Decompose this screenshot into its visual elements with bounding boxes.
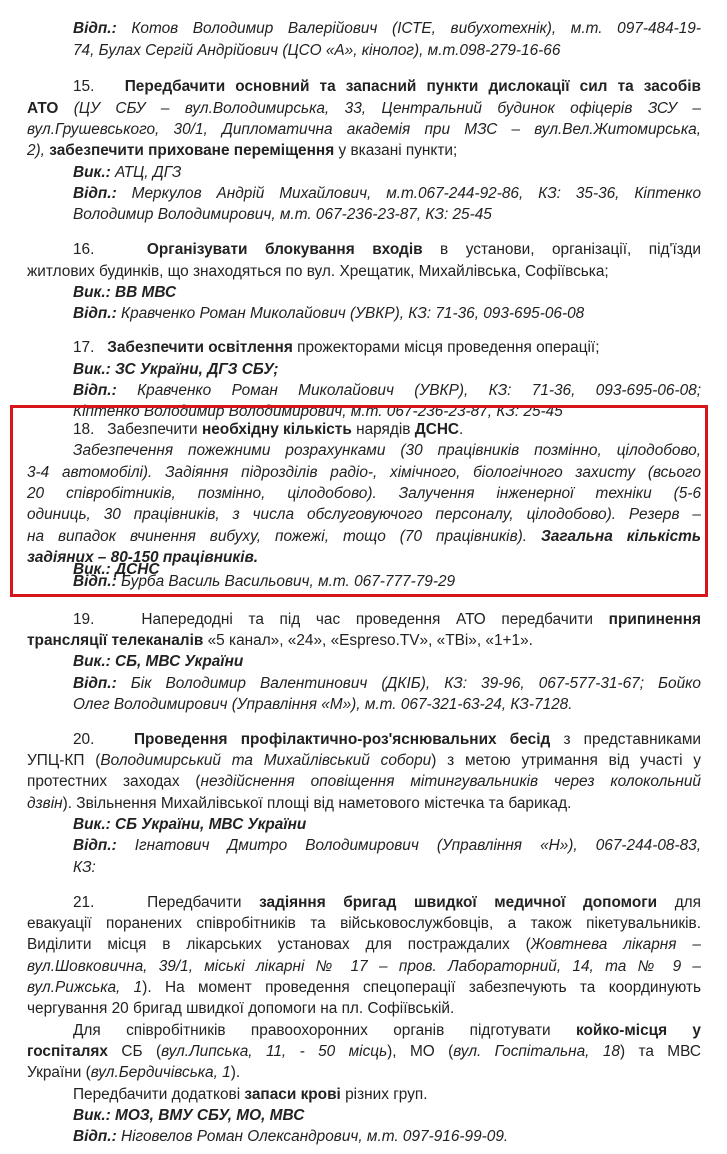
item-18-executor: Вик.: ДСНС bbox=[73, 561, 160, 578]
item-18-line-3: 3-4 автомобілі). Задіяння підрозділів радіо-, хімічного, біологічного захисту (всього bbox=[27, 464, 701, 481]
item-20-line-4: дзвін). Звільнення Михайлівської площі від наметового містечка та барикад. bbox=[27, 795, 572, 812]
item-15-line-4: 2), забезпечити приховане переміщення у вказані пункти; bbox=[27, 142, 458, 159]
item-19-line-2: трансляції телеканалів «5 канал», «24», «Espreso.TV», «ТВі», «1+1». bbox=[27, 632, 533, 649]
item-20-responsible-line-1: Відп.: Ігнатович Дмитро Володимирович (Управління «Н»), 067-244-08-83, bbox=[73, 837, 701, 854]
item-21-line-5: вул.Рижська, 1). На момент проведення спецоперації забезпечують та координують bbox=[27, 979, 701, 996]
item-21-line-7: Для співробітників правоохоронних органів підготувати койко-місця у bbox=[73, 1022, 701, 1039]
item-19-line-1: 19. Напередодні та під час проведення АТО передбачити припинення bbox=[73, 611, 702, 628]
item-21-line-6: чергування 20 бригад швидкої допомоги на пл. Софіївській. bbox=[27, 1000, 455, 1017]
item-20-line-2: УПЦ-КП (Володимирський та Михайлівський собори) з метою утримання від участі у bbox=[27, 752, 702, 769]
item-20-line-3: протестних заходах (нездійснення оповіщення мітингувальників через колокольний bbox=[27, 773, 701, 790]
item-21-line-10: Передбачити додаткові запаси крові різних груп. bbox=[73, 1086, 428, 1103]
item-21-line-1: 21. Передбачити задіяння бригад швидкої медичної допомоги для bbox=[73, 894, 702, 911]
item-16-responsible: Відп.: Кравченко Роман Миколайович (УВКР), КЗ: 71-36, 093-695-06-08 bbox=[73, 305, 585, 322]
item-15-responsible-line-2: Володимир Володимирович, м.т. 067-236-23-87, КЗ: 25-45 bbox=[73, 206, 492, 223]
item-18-responsible: Відп.: Бурба Василь Васильович, м.т. 067-777-79-29 bbox=[73, 573, 456, 590]
item-15-line-2: АТО (ЦУ СБУ – вул.Володимирська, 33, Центральний будинок офіцерів ЗСУ – bbox=[27, 100, 701, 117]
item-20-executor: Вик.: СБ України, МВС України bbox=[73, 816, 307, 833]
item-16-line-1: 16. Організувати блокування входів в установи, організації, під'їзди bbox=[73, 241, 702, 258]
item-20-responsible-line-2: КЗ: bbox=[73, 859, 96, 876]
item-18-line-1: 18. Забезпечити необхідну кількість нарядів ДСНС. bbox=[73, 421, 464, 438]
item-21-line-3: Виділити місця в лікарських установах для постраждалих (Жовтнева лікарня – bbox=[27, 936, 701, 953]
item-20-line-1: 20. Проведення профілактично-роз'яснювальних бесід з представниками bbox=[73, 731, 701, 748]
item-21-responsible: Відп.: Ніговелов Роман Олександрович, м.т. 097-916-99-09. bbox=[73, 1128, 509, 1145]
item-15-line-3: вул.Грушевського, 30/1, Дипломатична академія при МЗС – вул.Вел.Житомирська, bbox=[27, 121, 701, 138]
item-17-responsible-line-2: Кіптенко Володимир Володимирович, м.т. 067-236-23-87, КЗ: 25-45 bbox=[73, 403, 563, 420]
item-21-line-4: вул.Шовковична, 39/1, міські лікарні № 17 – пров. Лабораторний, 14, та № 9 – bbox=[27, 958, 701, 975]
item-18-line-2: Забезпечення пожежними розрахунками (30 працівників позмінно, цілодобово, bbox=[73, 442, 701, 459]
item-21-line-8: госпіталях СБ (вул.Липська, 11, - 50 місць), МО (вул. Госпітальна, 18) та МВС bbox=[27, 1043, 701, 1060]
item-19-responsible-line-1: Відп.: Бік Володимир Валентинович (ДКІБ), КЗ: 39-96, 067-577-31-67; Бойко bbox=[73, 675, 701, 692]
item-19-executor: Вик.: СБ, МВС України bbox=[73, 653, 244, 670]
item-16-executor: Вик.: ВВ МВС bbox=[73, 284, 177, 301]
item-19-responsible-line-2: Олег Володимирович (Управління «М»), м.т. 067-321-63-24, КЗ-7128. bbox=[73, 696, 573, 713]
item-15-responsible-line-1: Відп.: Меркулов Андрій Михайлович, м.т.067-244-92-86, КЗ: 35-36, Кіптенко bbox=[73, 185, 701, 202]
item-18-line-6: на випадок вчинення вибуху, пожежі, тощо (70 працівників). Загальна кількість bbox=[27, 528, 701, 545]
item-17-line-1: 17. Забезпечити освітлення прожекторами місця проведення операції; bbox=[73, 339, 600, 356]
item-14-responsible-line-2: 74, Булах Сергій Андрійович (ЦСО «А», кінолог), м.т.098-279-16-66 bbox=[73, 42, 561, 59]
item-21-line-9: України (вул.Бердичівська, 1). bbox=[27, 1064, 241, 1081]
item-16-line-2: житлових будинків, що знаходяться по вул. Хрещатик, Михайлівська, Софіївська; bbox=[27, 263, 609, 280]
item-15-line-1: 15. Передбачити основний та запасний пункти дислокації сил та засобів bbox=[73, 78, 701, 95]
item-15-executor: Вик.: АТЦ, ДГЗ bbox=[73, 164, 182, 181]
item-21-line-2: евакуації поранених співробітників та військовослужбовців, а також пікетувальників. bbox=[27, 915, 701, 932]
item-14-responsible-line-1: Відп.: Котов Володимир Валерійович (ІСТЕ, вибухотехнік), м.т. 097-484-19- bbox=[73, 20, 701, 37]
item-18-line-7: задіяних – 80-150 працівників. bbox=[27, 549, 259, 566]
item-17-executor: Вик.: ЗС України, ДГЗ СБУ; bbox=[73, 361, 279, 378]
item-21-executor: Вик.: МОЗ, ВМУ СБУ, МО, МВС bbox=[73, 1107, 305, 1124]
item-18-line-4: 20 співробітників, позмінно, цілодобово). Залучення інженерної техніки (5-6 bbox=[27, 485, 701, 502]
item-18-line-5: одиниць, 30 працівників, з числа обслуговуючого персоналу, цілодобово). Резерв – bbox=[27, 506, 701, 523]
item-17-responsible-line-1: Відп.: Кравченко Роман Миколайович (УВКР), КЗ: 71-36, 093-695-06-08; bbox=[73, 382, 701, 399]
